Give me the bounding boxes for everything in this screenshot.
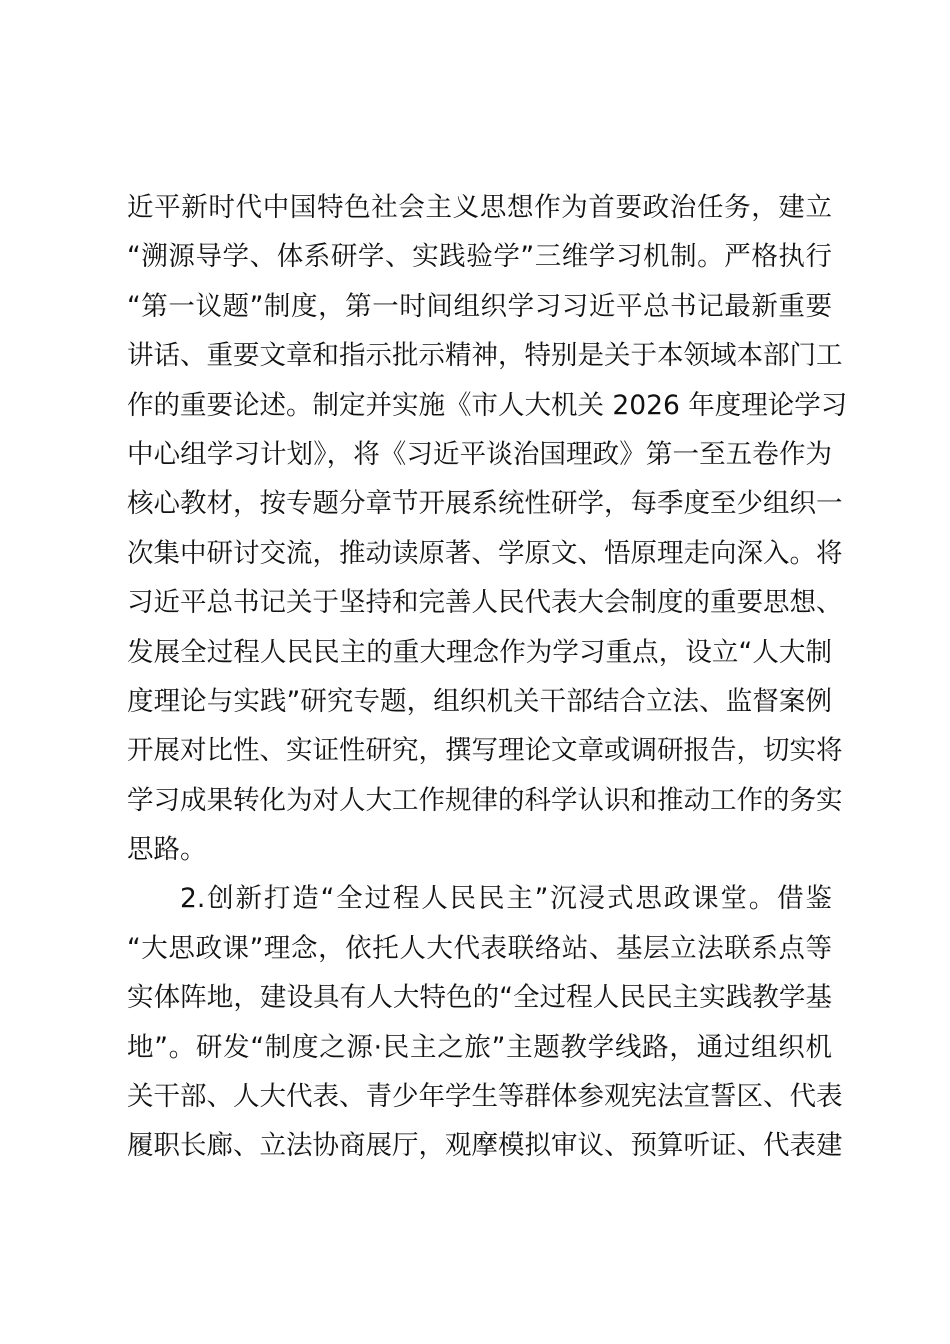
text-line: 讲话、重要文章和指示批示精神，特别是关于本领域本部门工 (127, 340, 843, 372)
text-line: 学习成果转化为对人大工作规律的科学认识和推动工作的务实 (127, 784, 843, 816)
text-line: 开展对比性、实证性研究，撰写理论文章或调研报告，切实将 (127, 735, 843, 767)
text-line: 中心组学习计划》，将《习近平谈治国理政》第一至五卷作为 (127, 438, 832, 470)
text-line: 地”。研发“制度之源·民主之旅”主题教学线路，通过组织机 (127, 1031, 832, 1063)
text-line: “溯源导学、体系研学、实践验学”三维学习机制。严格执行 (127, 241, 832, 273)
document-body (127, 183, 848, 1171)
text-line: 作的重要论述。制定并实施《市人大机关 2026 年度理论学习 (127, 389, 848, 421)
text-line: 次集中研讨交流，推动读原著、学原文、悟原理走向深入。将 (127, 537, 843, 569)
paragraph-1 (127, 183, 848, 874)
text-line: 度理论与实践”研究专题，组织机关干部结合立法、监督案例 (127, 685, 832, 717)
text-line: 思路。 (127, 834, 207, 866)
text-line: 核心教材，按专题分章节开展系统性研学，每季度至少组织一 (127, 488, 843, 520)
text-line: 近平新时代中国特色社会主义思想作为首要政治任务，建立 (127, 192, 832, 223)
text-line: 发展全过程人民民主的重大理念作为学习重点，设立“人大制 (127, 636, 832, 668)
text-line: 习近平总书记关于坚持和完善人民代表大会制度的重要思想、 (127, 587, 843, 619)
text-line: 关干部、人大代表、青少年学生等群体参观宪法宣誓区、代表 (127, 1081, 843, 1113)
text-line: “第一议题”制度，第一时间组织学习习近平总书记最新重要 (127, 290, 832, 322)
paragraph-2 (127, 874, 843, 1170)
text-line-first-indent: 2.创新打造“全过程人民民主”沉浸式思政课堂。借鉴 (180, 883, 832, 915)
text-line: “大思政课”理念，依托人大代表联络站、基层立法联系点等 (127, 932, 832, 964)
text-line: 实体阵地，建设具有人大特色的“全过程人民民主实践教学基 (127, 982, 832, 1014)
text-line: 履职长廊、立法协商展厅，观摩模拟审议、预算听证、代表建 (127, 1130, 843, 1162)
